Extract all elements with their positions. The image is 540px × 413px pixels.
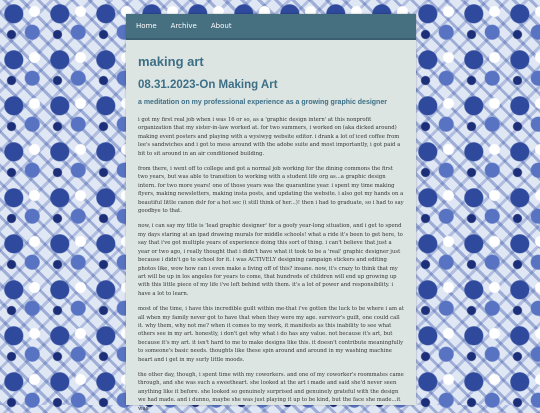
blog-page: [126, 14, 416, 412]
main-content: [126, 40, 416, 413]
post-paragraph: from there, i went off to college and got a normal job working for the dining commons the first two years, but was able to transition to working with a student life org as...a graphic design intern. for two more years! one of those years was the quarantine year. i spent my time making flyers, making newsletters, making insta posts, and updating the website. i also got my hands on a beautiful little canon dslr for a hot sec (i still think of her...)! then i had to graduate, so i had to say goodbye to that.: [138, 166, 404, 215]
post-title[interactable]: 08.31.2023-On Making Art: [138, 79, 278, 91]
post-paragraph: i got my first real job when i was 16 or so, as a 'graphic design intern' at this nonprofit organization that my sister-in-law worked at. for two summers, i worked on (aka dicked around) making event posters and playing with a wysiwyg website editor. i drank a lot of iced coffee from lee's sandwiches and i got to mess around with the adobe suite and most importantly, i got paid a bit to sit around in an air conditioned building.: [138, 117, 401, 157]
nav-home-link[interactable]: Home: [136, 22, 157, 30]
nav-archive-link[interactable]: Archive: [170, 22, 197, 30]
blog-title[interactable]: making art: [138, 54, 204, 69]
post-subtitle: a meditation on my professional experience as a growing graphic designer: [138, 99, 387, 106]
post-body: [138, 116, 404, 413]
post-paragraph: the other day, though, i spent time with my coworkers. and one of my coworker's roommates came through, and she was such a sweetheart. she looked at the art i made and said she'd never seen anything like it before. she looked so genuinely surprised and genuinely grateful with the design we had made. and i dunno, maybe she was just playing it up to be kind, but the face she made...it was: [138, 371, 404, 412]
nav-about-link[interactable]: About: [210, 22, 232, 30]
post-paragraph: most of the time, i have this incredible guilt within me-that i've gotten the luck to be where i am at all when my family never got to have that when they were my age. survivor's guilt, one could call it. why them, why not me? when it comes to my work, it manifests as this inability to see what others see in my art. honestly, i don't get why what i do has any value. not because it's art, but because it's my art. it isn't hard to me to make designs like this. it doesn't contribute meaningfully to someone's basic needs. thoughts like these spin around and around in my washing machine heart and i get in my surly little moods.: [138, 306, 404, 363]
post-paragraph: now, i can say my title is 'lead graphic designer' for a goofy year-long situation, and i get to spend my days staring at an ipad drawing murals for middle schools! what a ride it's been to get here, to say that i've got multiple years of experience doing this sort of thing. i can't believe that just a year or two ago, i really thought that i didn't have what it took to be a 'real' graphic designer just because i didn't go to school for it. i was ACTIVELY designing campaign stickers and editing photos like, wow how can i even make a living off of this? insane. now, it's crazy to think that my art will be up in los angeles for years to come, that hundreds of children will end up growing up with this little piece of my life i've left behind with them. it's a lot of power and responsibility. i have a lot to learn.: [138, 223, 403, 297]
top-nav: [126, 14, 416, 40]
